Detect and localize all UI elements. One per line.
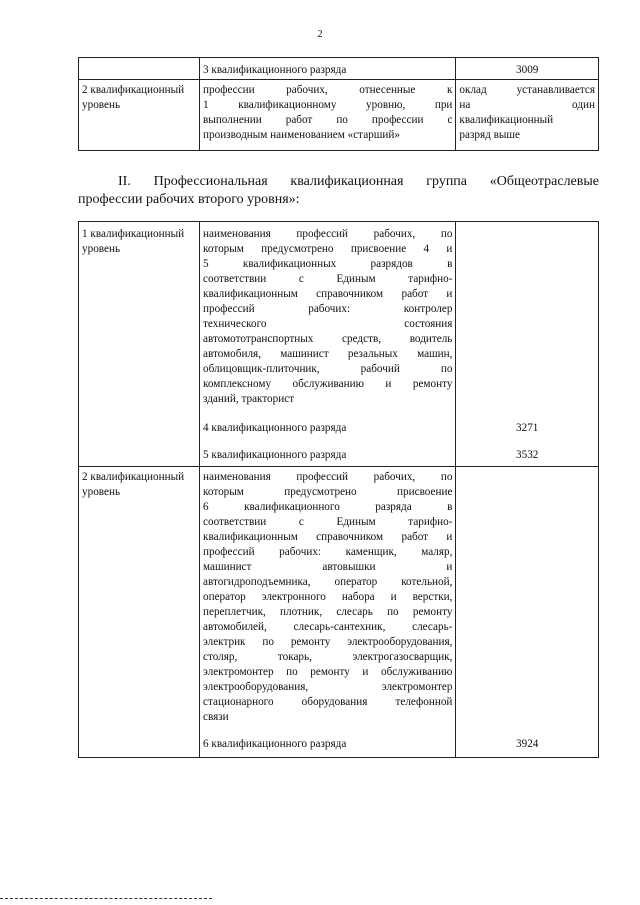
description-line: электрооборудования, электромонтер [203, 681, 453, 693]
salary-note-cell [456, 80, 599, 151]
level-label: 2 квалификационный уровень [82, 84, 185, 111]
description-cell [200, 222, 456, 467]
table-row [79, 222, 599, 467]
salary-value: 3271 [516, 422, 539, 434]
description-line: автомототранспортных средств, водитель [203, 333, 453, 345]
description-line: выполнении работ по профессии с [203, 114, 453, 126]
description-line: наименования профессий рабочих, по [203, 471, 453, 483]
section-heading-line: профессии рабочих второго уровня»: [78, 192, 300, 207]
description-line: электрик по ремонту электрооборудования, [203, 636, 453, 648]
salary-note-line: оклад устанавливается [459, 84, 595, 96]
level-label: 1 квалификационный уровень [82, 228, 185, 255]
salary-value: 3009 [516, 64, 539, 76]
description-line: столяр, токарь, электрогазосварщик, [203, 651, 453, 663]
page-number: 2 [317, 29, 323, 40]
qualification-table-1 [78, 57, 599, 151]
description-line: 6 квалификационного разряда в [203, 501, 453, 513]
salary-cell [456, 222, 599, 467]
description-line: оператор электронного набора и верстки, [203, 591, 453, 603]
level-cell [79, 58, 200, 80]
description-line: профессий рабочих: каменщик, маляр, [203, 546, 453, 558]
description-line: которым предусмотрено присвоение 4 и [203, 243, 453, 255]
description-line: 5 квалификационных разрядов в [203, 258, 453, 270]
salary-value: 3532 [516, 449, 539, 461]
level-cell [79, 467, 200, 758]
description-line: комплексному обслуживанию и ремонту [203, 378, 453, 390]
description-line: электромонтер по ремонту и обслуживанию [203, 666, 453, 678]
grade-label: 6 квалификационного разряда [203, 738, 347, 750]
description-line: автогидроподъемника, оператор котельной, [203, 576, 453, 588]
grade-cell [200, 58, 456, 80]
table-row [79, 467, 599, 758]
grade-label: 5 квалификационного разряда [203, 449, 347, 461]
description-line: 1 квалификационному уровню, при [203, 99, 453, 111]
description-line: профессии рабочих, отнесенные к [203, 84, 453, 96]
description-line: машинист автовышки и [203, 561, 453, 573]
description-line: облицовщик-плиточник, рабочий по [203, 363, 453, 375]
salary-note-line: квалификационный [459, 114, 554, 126]
description-line: соответствии с Единым тарифно- [203, 516, 453, 528]
description-line: соответствии с Единым тарифно- [203, 273, 453, 285]
table-row [79, 58, 599, 80]
grade-label: 4 квалификационного разряда [203, 422, 347, 434]
description-line: связи [203, 711, 229, 723]
description-line: стационарного оборудования телефонной [203, 696, 453, 708]
section-heading-line: II. Профессиональная квалификационная группа «Общеотраслевые [118, 174, 599, 189]
description-line: которым предусмотрено присвоение [203, 486, 453, 498]
description-line: производным наименованием «старший» [203, 129, 400, 141]
level-cell [79, 80, 200, 151]
level-label: 2 квалификационный уровень [82, 471, 185, 498]
description-line: зданий, тракторист [203, 393, 295, 405]
description-cell [200, 467, 456, 758]
section-heading [78, 173, 599, 209]
salary-value: 3924 [516, 738, 539, 750]
description-line: квалификационным справочником работ и [203, 288, 453, 300]
description-line: технического состояния [203, 318, 453, 330]
description-line: автомобиля, машинист резальных машин, [203, 348, 453, 360]
level-cell [79, 222, 200, 467]
description-line: профессий рабочих: контролер [203, 303, 453, 315]
salary-note-line: разряд выше [459, 129, 521, 141]
footer-rule [0, 898, 212, 899]
description-line: наименования профессий рабочих, по [203, 228, 453, 240]
qualification-table-2 [78, 221, 599, 758]
salary-note-line: на один [459, 99, 595, 111]
description-line: автомобилей, слесарь-сантехник, слесарь- [203, 621, 453, 633]
table-row [79, 80, 599, 151]
grade-label: 3 квалификационного разряда [203, 64, 347, 76]
salary-cell [456, 467, 599, 758]
salary-cell [456, 58, 599, 80]
description-cell [200, 80, 456, 151]
description-line: квалификационным справочником работ и [203, 531, 453, 543]
description-line: переплетчик, плотник, слесарь по ремонту [203, 606, 453, 618]
